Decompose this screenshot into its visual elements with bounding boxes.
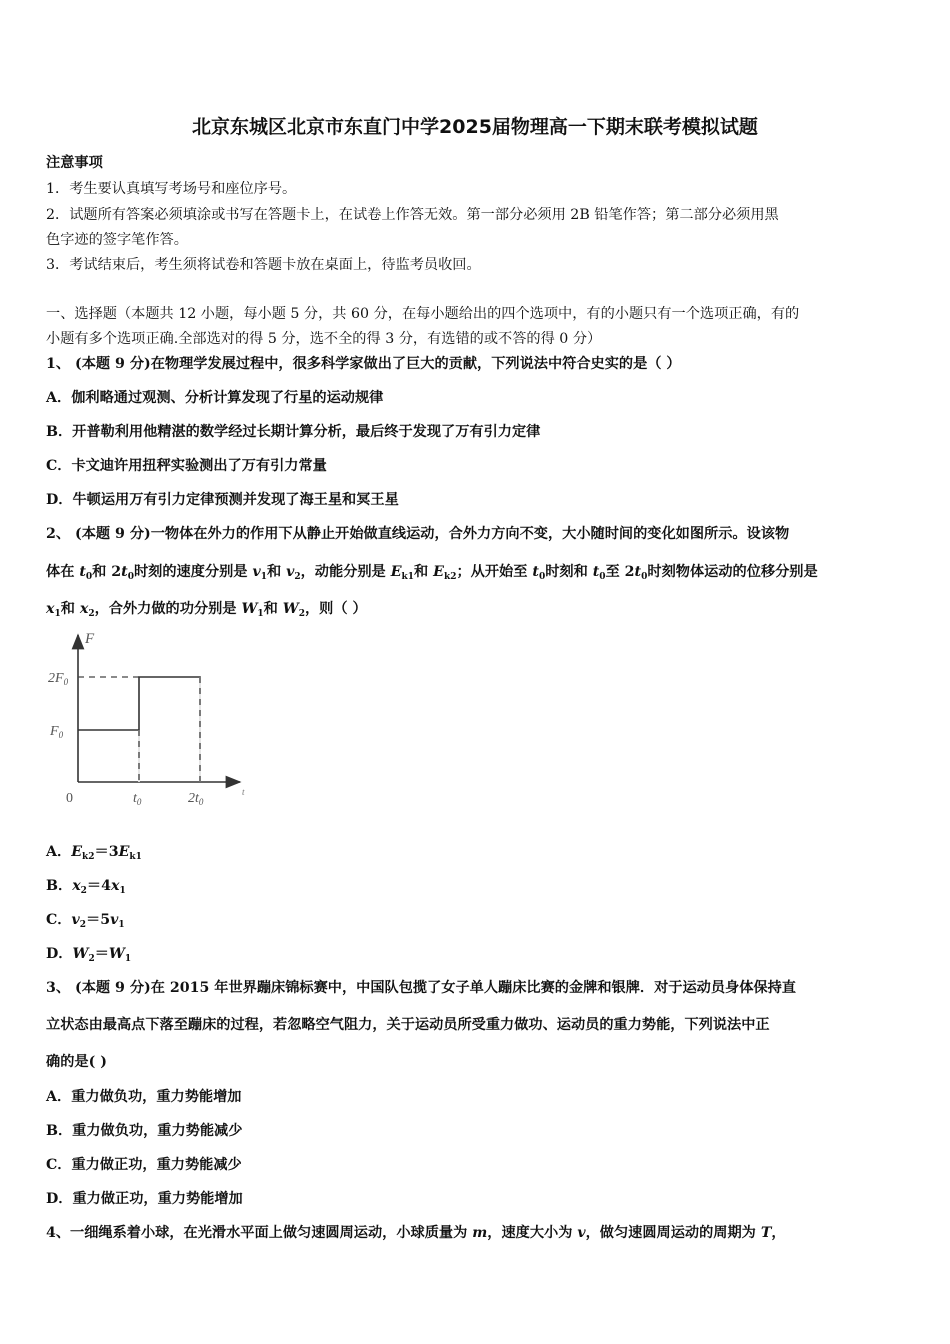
section-instruction: 一、选择题（本题共 12 小题，每小题 5 分，共 60 分，在每小题给出的四个选项中，有的小题只有一个选项正确，有的	[46, 306, 800, 322]
graph-x-label: t	[242, 787, 245, 797]
notice-item: 2．试题所有答案必须填涂或书写在答题卡上，在试卷上作答无效。第一部分必须用 2B 铅笔作答；第二部分必须用黑	[46, 207, 779, 223]
question-2-option-d: D．$W_2=W_1$	[46, 946, 132, 964]
question-1-stem: 1、 (本题 9 分)在物理学发展过程中，很多科学家做出了巨大的贡献，下列说法中符合史实的是（ ）	[46, 356, 681, 372]
question-2-line-3: $x_1$和 $x_2$，合外力做的功分别是 $W_1$和 $W_2$，则（ ）	[46, 601, 367, 619]
question-4-line-1: 4、一细绳系着小球，在光滑水平面上做匀速圆周运动，小球质量为 m，速度大小为 v，做匀速圆周运动的周期为 T，	[46, 1225, 786, 1241]
question-1-option-d: D．牛顿运用万有引力定律预测并发现了海王星和冥王星	[46, 492, 399, 508]
graph-y-label: F	[85, 631, 95, 647]
question-3-option-b: B．重力做负功，重力势能减少	[46, 1123, 243, 1139]
notice-heading: 注意事项	[46, 155, 103, 171]
graph-origin: 0	[66, 791, 73, 806]
question-3-option-d: D．重力做正功，重力势能增加	[46, 1191, 243, 1207]
question-2-option-a: A．$E_{k2}=3E_{k1}$	[46, 844, 142, 862]
graph-segment-2f0	[139, 677, 200, 782]
question-2-line-2: 体在 $t_0$和 $2t_0$时刻的速度分别是 $v_1$和 $v_2$，动能分别是 $E_{k1}$和 $E_{k2}$；从开始至 $t_0$时刻和 $t_0$至 $2t_0$时刻物体运动的位移分别是	[46, 564, 818, 582]
question-1-option-b: B．开普勒利用他精湛的数学经过长期计算分析，最后终于发现了万有引力定律	[46, 424, 541, 440]
question-2-option-c: C．$v_2=5v_1$	[46, 912, 125, 930]
question-3-line-2: 立状态由最高点下落至蹦床的过程，若忽略空气阻力，关于运动员所受重力做功、运动员的重力势能，下列说法中正	[46, 1017, 770, 1033]
notice-item: 3．考试结束后，考生须将试卷和答题卡放在桌面上，待监考员收回。	[46, 257, 481, 273]
question-3-line-1: 3、 (本题 9 分)在 2015 年世界蹦床锦标赛中，中国队包揽了女子单人蹦床比赛的金牌和银牌．对于运动员身体保持直	[46, 980, 796, 996]
question-3-line-3: 确的是( )	[46, 1054, 107, 1070]
question-1-option-a: A．伽利略通过观测、分析计算发现了行星的运动规律	[46, 390, 384, 406]
graph-tick-2t0: $2t_0$	[188, 791, 204, 807]
force-time-graph	[40, 625, 260, 815]
graph-tick-t0: $t_0$	[133, 791, 142, 807]
page-title: 北京东城区北京市东直门中学2025届物理高一下期末联考模拟试题	[192, 116, 758, 138]
question-1-option-c: C．卡文迪许用扭秤实验测出了万有引力常量	[46, 458, 327, 474]
notice-item: 色字迹的签字笔作答。	[46, 232, 188, 248]
question-2-line-1: 2、 (本题 9 分)一物体在外力的作用下从静止开始做直线运动，合外力方向不变，大小随时间的变化如图所示。设该物	[46, 526, 790, 542]
notice-item: 1．考生要认真填写考场号和座位序号。	[46, 181, 297, 197]
graph-tick-2f0: $2F_0$	[48, 671, 69, 687]
graph-tick-f0: $F_0$	[50, 724, 64, 740]
section-instruction: 小题有多个选项正确.全部选对的得 5 分，选不全的得 3 分，有选错的或不答的得 0 分）	[46, 331, 602, 347]
question-3-option-c: C．重力做正功，重力势能减少	[46, 1157, 242, 1173]
question-3-option-a: A．重力做负功，重力势能增加	[46, 1089, 242, 1105]
question-2-option-b: B．$x_2=4x_1$	[46, 878, 126, 896]
